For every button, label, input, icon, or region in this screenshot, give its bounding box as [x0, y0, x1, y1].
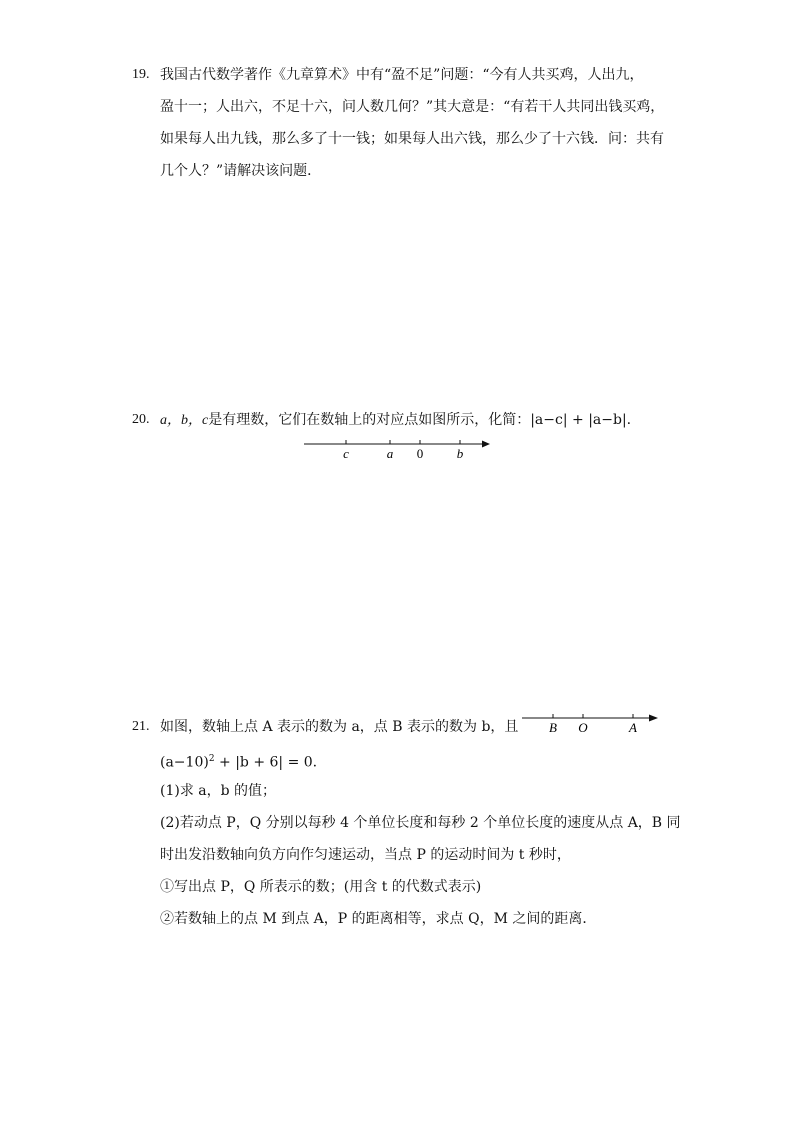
- equation-base: (a−10): [160, 754, 209, 771]
- axis-label-c: c: [343, 446, 349, 461]
- q21-sub-1: ①写出点 P，Q 所表示的数；(用含 t 的代数式表示): [160, 879, 482, 895]
- axis-label-zero: 0: [416, 446, 424, 461]
- q19-line-2: 盈十一；人出六，不足十六，问人数几何？”其大意是：“有若干人共同出钱买鸡，: [160, 99, 665, 115]
- axis-label-A: A: [629, 720, 637, 735]
- q21-part-1: (1)求 a，b 的值；: [160, 783, 277, 799]
- axis-label-a: a: [386, 446, 394, 461]
- number-line-figure-q21: [518, 708, 668, 738]
- q20-stem: [160, 411, 631, 430]
- q20-variables: a，b，c: [160, 413, 209, 428]
- q21-part-2b: 时出发沿数轴向负方向作匀速运动，当点 P 的运动时间为 t 秒时，: [160, 847, 571, 863]
- q19-line-1: 我国古代数学著作《九章算术》中有“盈不足”问题：“今有人共买鸡，人出九，: [160, 67, 644, 83]
- q19-line-4: 几个人？”请解决该问题．: [160, 163, 322, 179]
- number-line-figure-q20: [300, 434, 500, 464]
- q21-line-1: 如图，数轴上点 A 表示的数为 a，点 B 表示的数为 b，且: [160, 719, 519, 735]
- q21-part-2a: (2)若动点 P，Q 分别以每秒 4 个单位长度和每秒 2 个单位长度的速度从点 A，B 同: [160, 815, 681, 831]
- q21-equation: [160, 750, 317, 772]
- axis-label-B: B: [549, 720, 557, 735]
- question-number: 20.: [132, 412, 150, 427]
- q21-sub-2: ②若数轴上的点 M 到点 A，P 的距离相等，求点 Q，M 之间的距离．: [160, 911, 597, 927]
- question-number: 19.: [132, 67, 150, 82]
- question-number: 21.: [132, 719, 150, 734]
- axis-label-O: O: [578, 720, 588, 735]
- equation-exponent: 2: [208, 754, 215, 764]
- q20-stem-text: 是有理数，它们在数轴上的对应点如图所示，化简：|a−c| + |a−b|.: [208, 412, 632, 428]
- equation-rest: + |b + 6| = 0.: [214, 754, 318, 771]
- arrow-icon: [649, 715, 658, 722]
- arrow-icon: [482, 441, 490, 448]
- q19-line-3: 如果每人出九钱，那么多了十一钱；如果每人出六钱，那么少了十六钱．问：共有: [160, 131, 664, 147]
- axis-label-b: b: [456, 446, 464, 461]
